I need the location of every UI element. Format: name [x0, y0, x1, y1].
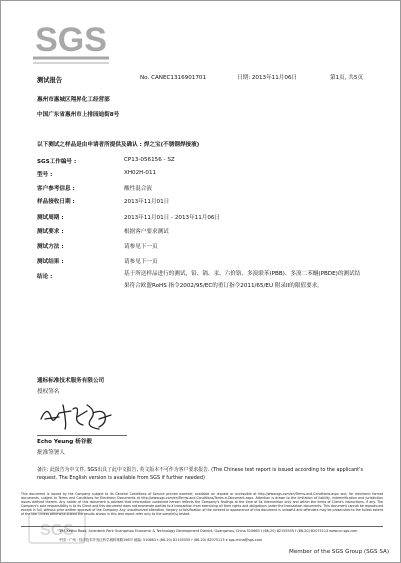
footer-address-en: 198 Kezhu Road, Scientech Park Guangzhou Economic & Technology Development District, Guangzhou, China 510663 t (86-20) 82155555 f (86-20) 82075113 www.cn.sgs.com [59, 529, 358, 533]
signer-name: Echo Yeung 杨谷毅 [37, 439, 92, 445]
page-number: 第1页, 共5页 [330, 75, 364, 81]
field-value: XH02H-011 [124, 170, 157, 176]
field-label: SGS工作编号 : [37, 159, 77, 165]
field-value: 请参见下一页 [124, 259, 158, 265]
conclusion-text: 基于所送样品进行的测试，铅、镉、汞、六价铬、多溴联苯(PBB)、多溴二苯醚(PBDE)的测试结果符合欧盟RoHS 指令2002/95/EC的重订指令2011/65/EU 附录II的限值要求。 [124, 271, 361, 289]
conclusion-label: 结论 : [37, 274, 53, 280]
member-of-sgs-group: Member of the SGS Group (SGS SA) [289, 549, 389, 555]
issuing-company: 通标标准技术服务有限公司 [37, 378, 105, 384]
field-label: 客户参考信息 : [37, 186, 75, 192]
logo-text: SGS [35, 21, 107, 59]
handwritten-signature [37, 399, 117, 433]
signature-line [37, 435, 127, 436]
footer-divider [21, 526, 383, 527]
report-number: No. CANEC1316901701 [140, 75, 207, 81]
field-label: 测试方法 : [37, 244, 64, 250]
field-value: 根据客户要求测试 [124, 229, 169, 235]
field-value: 请参见下一页 [124, 244, 158, 250]
sgs-logo [29, 13, 113, 67]
report-date: 日期: 2013年11月06日 [237, 75, 298, 81]
svg-text:SGS: SGS [40, 522, 74, 539]
field-value: 2013年11月01日 [124, 199, 170, 205]
authorized-signature-label: 授权签名 [37, 389, 60, 395]
approver-title: 批准签署人 [37, 450, 65, 456]
field-label: 样品接收日期 : [37, 199, 75, 205]
field-label: 测试结果 : [37, 259, 64, 265]
footer-address-cn: 中国 · 广州 · 经济技术开发区科学城科珠路198号 邮编: 510663 t (86-20) 82155555 f (86-20) 82075113 e sgs.china@sgs.com [59, 538, 263, 542]
field-value: 2013年11月01日 - 2013年11月06日 [124, 215, 221, 221]
sample-intro: 以下测试之样品是由申请者所提供及确认 : 焊之宝(不锈钢焊接液) [37, 142, 200, 148]
field-value: 酸性混合液 [124, 186, 152, 192]
disclaimer-text: This document is issued by the Company subject to its General Conditions of Service printed overleaf, available on request or accessible at http://www.sgs.com/en/Terms-and-Conditions.aspx and, for electronic format documents, subject to Terms and Conditions for Electronic Documents at http://www.sgs.com/en/Terms-and-Conditions/Terms-e-Document.aspx. Attention is drawn to the limitation of liability, indemnification and jurisdiction issues defined therein. Any holder of this document is advised that information contained hereon reflects the Company's findings at the time of its intervention only and within the limits of Client's instructions, if any. The Company's sole responsibility is to its Client and this document does not exonerate parties to a transaction from exercising all their rights and obligations under the transaction documents. This document cannot be reproduced except in full, without prior written approval of the Company. Any unauthorized alteration, forgery or falsification of the content or appearance of this document is unlawful and offenders may be prosecuted to the fullest extent of the law. Unless otherwise stated the results shown in this test report refer only to the sample(s) tested. [21, 492, 383, 516]
field-value: CP13-056156 - SZ [124, 157, 175, 163]
field-label: 型号 : [37, 172, 53, 178]
report-title: 测试报告 [37, 77, 63, 84]
client-address: 中国广东省惠州市上排园迪街8号 [37, 112, 120, 118]
field-label: 测试周期 : [37, 215, 64, 221]
client-name: 惠州市惠城区翔昇化工经营部 [37, 97, 110, 103]
field-label: 测试要求 : [37, 229, 64, 235]
language-note: 备注: 此报告为中文件, SGS出具了此中文报告, 英文版本不可作为客户要求报告. (The Chinese test report is issued according to the applicant's request. The English version is available from SGS if further needed) [37, 467, 363, 481]
